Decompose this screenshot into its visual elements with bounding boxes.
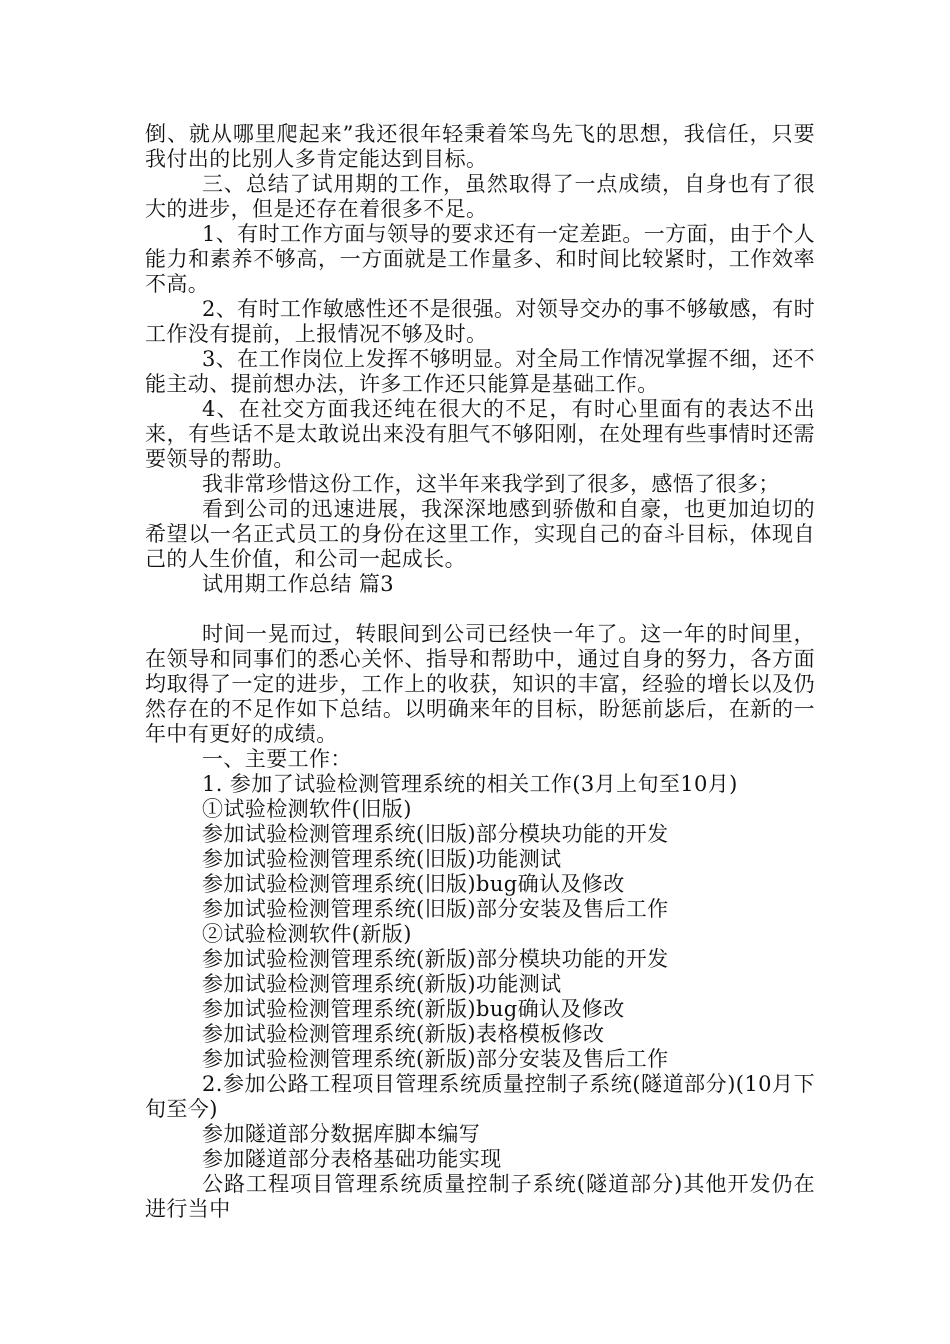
paragraph: 2.参加公路工程项目管理系统质量控制子系统(隧道部分)(10月下旬至今) xyxy=(145,1072,815,1121)
paragraph: 公路工程项目管理系统质量控制子系统(隧道部分)其他开发仍在进行当中 xyxy=(145,1172,815,1221)
paragraph: 看到公司的迅速进展，我深深地感到骄傲和自豪，也更加迫切的希望以一名正式员工的身份在这里工作，实现自己的奋斗目标，体现自己的人生价值，和公司一起成长。 xyxy=(145,497,815,571)
paragraph: 1. 参加了试验检测管理系统的相关工作(3月上旬至10月) xyxy=(202,772,738,796)
paragraph: 参加试验检测管理系统(旧版)功能测试 xyxy=(202,847,562,871)
paragraph: 参加试验检测管理系统(新版)功能测试 xyxy=(202,972,562,996)
paragraph: 3、在工作岗位上发挥不够明显。对全局工作情况掌握不细，还不能主动、提前想办法，许多工作还只能算是基础工作。 xyxy=(145,347,815,396)
paragraph: ①试验检测软件(旧版) xyxy=(202,797,412,821)
paragraph: 参加试验检测管理系统(旧版)bug确认及修改 xyxy=(202,872,625,896)
paragraph: 4、在社交方面我还纯在很大的不足，有时心里面有的表达不出来，有些话不是太敢说出来没有胆气不够阳刚，在处理有些事情时还需要领导的帮助。 xyxy=(145,397,815,471)
paragraph: 一、主要工作： xyxy=(202,747,352,771)
paragraph: 参加试验检测管理系统(旧版)部分模块功能的开发 xyxy=(202,822,669,846)
paragraph: 试用期工作总结 篇3 xyxy=(202,572,395,596)
document-body xyxy=(145,122,815,1222)
paragraph: 参加试验检测管理系统(新版)部分安装及售后工作 xyxy=(202,1047,669,1071)
paragraph: 我非常珍惜这份工作，这半年来我学到了很多，感悟了很多； xyxy=(202,472,780,496)
blank-line xyxy=(145,597,815,622)
paragraph: 倒、就从哪里爬起来”我还很年轻秉着笨鸟先飞的思想，我信任，只要我付出的比别人多肯定能达到目标。 xyxy=(145,122,815,171)
paragraph: 参加试验检测管理系统(新版)bug确认及修改 xyxy=(202,997,625,1021)
paragraph: 2、有时工作敏感性还不是很强。对领导交办的事不够敏感，有时工作没有提前，上报情况不够及时。 xyxy=(145,297,815,346)
paragraph: 参加隧道部分数据库脚本编写 xyxy=(202,1122,481,1146)
paragraph: 时间一晃而过，转眼间到公司已经快一年了。这一年的时间里，在领导和同事们的悉心关怀、指导和帮助中，通过自身的努力，各方面均取得了一定的进步，工作上的收获，知识的丰富，经验的增长以及仍然存在的不足作如下总结。以明确来年的目标，盼惩前毖后，在新的一年中有更好的成绩。 xyxy=(145,622,815,746)
paragraph: 1、有时工作方面与领导的要求还有一定差距。一方面，由于个人能力和素养不够高，一方面就是工作量多、和时间比较紧时，工作效率不高。 xyxy=(145,222,815,296)
paragraph: 参加试验检测管理系统(新版)表格模板修改 xyxy=(202,1022,605,1046)
paragraph: 参加试验检测管理系统(旧版)部分安装及售后工作 xyxy=(202,897,669,921)
paragraph: 三、总结了试用期的工作，虽然取得了一点成绩，自身也有了很大的进步，但是还存在着很多不足。 xyxy=(145,172,815,221)
paragraph: 参加隧道部分表格基础功能实现 xyxy=(202,1147,502,1171)
paragraph: ②试验检测软件(新版) xyxy=(202,922,412,946)
paragraph: 参加试验检测管理系统(新版)部分模块功能的开发 xyxy=(202,947,669,971)
